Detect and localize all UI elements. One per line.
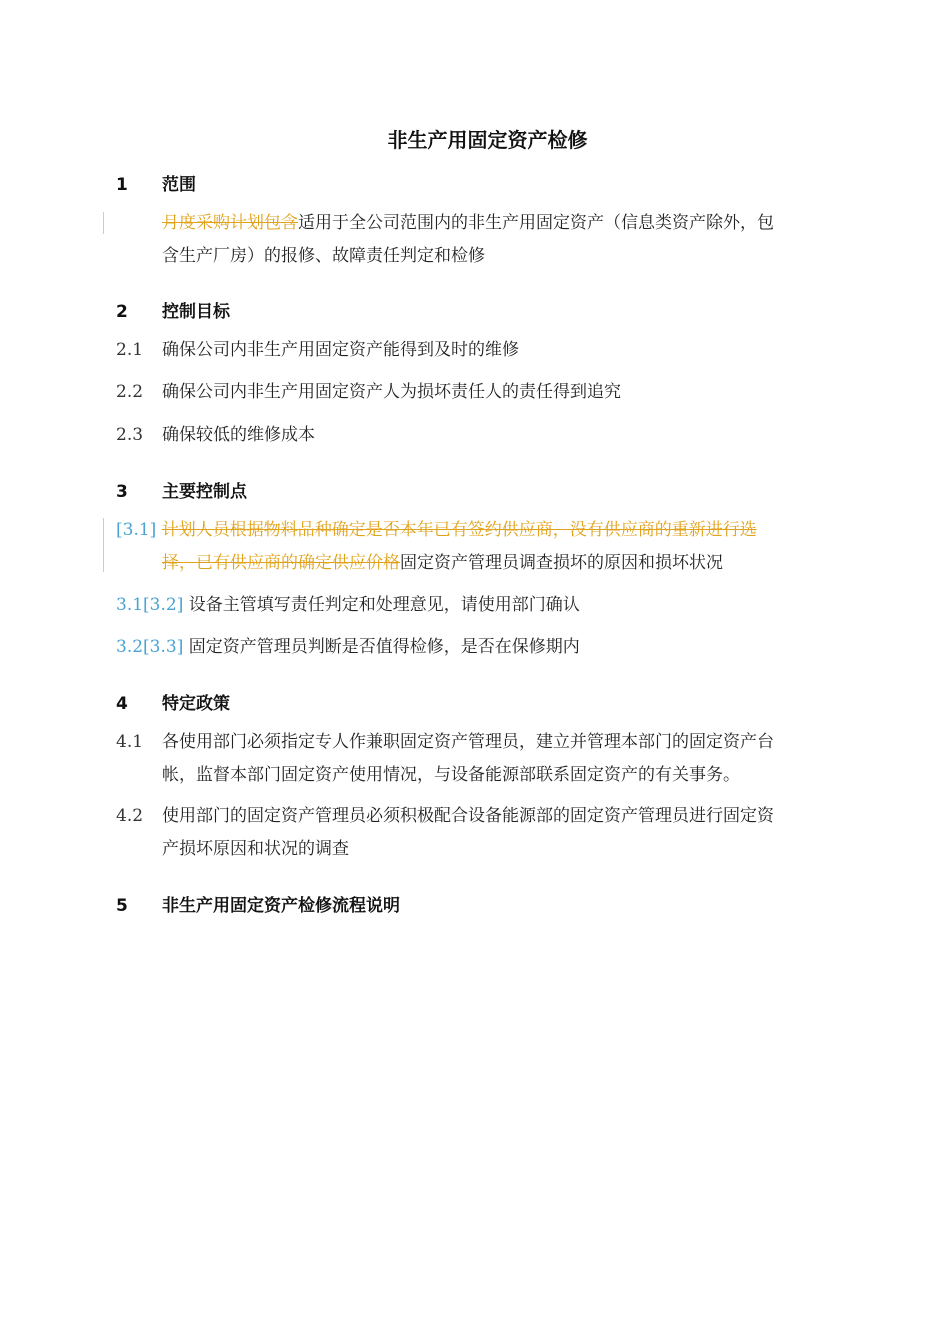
item-text: 固定资产管理员调查损坏的原因和损坏状况 xyxy=(400,553,723,573)
list-item xyxy=(116,589,856,622)
item-number: 4.1 xyxy=(116,732,144,752)
deleted-text: 择，已有供应商的确定供应价格 xyxy=(162,553,400,573)
section-heading-scope xyxy=(116,170,196,195)
scope-text-line2: 含生产厂房）的报修、故障责任判定和检修 xyxy=(162,246,485,266)
item-number: 2.1 xyxy=(116,340,144,360)
list-item xyxy=(116,419,856,452)
section-number: 1 xyxy=(116,175,128,195)
revision-marker: [3.3] xyxy=(143,637,184,657)
list-item xyxy=(116,514,856,580)
item-text-line1: 使用部门的固定资产管理员必须积极配合设备能源部的固定资产管理员进行固定资 xyxy=(162,806,774,826)
item-text-line2: 产损坏原因和状况的调查 xyxy=(162,839,349,859)
section-heading-process xyxy=(116,891,400,916)
scope-paragraph xyxy=(162,207,862,273)
item-text: 确保公司内非生产用固定资产能得到及时的维修 xyxy=(162,340,519,360)
section-number: 2 xyxy=(116,302,128,322)
section-title: 特定政策 xyxy=(162,694,230,714)
section-title: 控制目标 xyxy=(162,302,230,322)
item-number: 2.2 xyxy=(116,382,144,402)
list-item xyxy=(116,631,856,664)
item-number: 3.1 xyxy=(116,595,144,615)
revision-bar xyxy=(103,518,104,572)
section-title: 非生产用固定资产检修流程说明 xyxy=(162,896,400,916)
item-text-line2: 帐，监督本部门固定资产使用情况，与设备能源部联系固定资产的有关事务。 xyxy=(162,765,740,785)
section-heading-control-points xyxy=(116,477,247,502)
item-number: 4.2 xyxy=(116,806,144,826)
scope-text-line1: 适用于全公司范围内的非生产用固定资产（信息类资产除外，包 xyxy=(298,213,774,233)
section-number: 4 xyxy=(116,694,128,714)
item-text: 确保较低的维修成本 xyxy=(162,425,315,445)
deleted-text: 计划人员根据物料品种确定是否本年已有签约供应商，没有供应商的重新进行选 xyxy=(161,520,757,540)
item-number: 2.3 xyxy=(116,425,144,445)
item-text: 设备主管填写责任判定和处理意见，请使用部门确认 xyxy=(188,595,580,615)
list-item xyxy=(116,726,856,792)
item-text: 固定资产管理员判断是否值得检修，是否在保修期内 xyxy=(188,637,580,657)
revision-marker: [3.1] xyxy=(116,520,157,540)
section-heading-policies xyxy=(116,689,230,714)
section-number: 3 xyxy=(116,482,128,502)
section-heading-objectives xyxy=(116,297,230,322)
revision-bar xyxy=(103,212,104,234)
item-text-line1: 各使用部门必须指定专人作兼职固定资产管理员，建立并管理本部门的固定资产台 xyxy=(162,732,774,752)
section-title: 范围 xyxy=(162,175,196,195)
list-item xyxy=(116,800,856,866)
list-item xyxy=(116,376,856,409)
deleted-text: 月度采购计划包含 xyxy=(162,213,298,233)
revision-marker: [3.2] xyxy=(143,595,184,615)
section-title: 主要控制点 xyxy=(162,482,247,502)
item-number: 3.2 xyxy=(116,637,144,657)
document-title: 非生产用固定资产检修 xyxy=(387,128,588,152)
section-number: 5 xyxy=(116,896,128,916)
item-text: 确保公司内非生产用固定资产人为损坏责任人的责任得到追究 xyxy=(162,382,621,402)
list-item xyxy=(116,334,856,367)
